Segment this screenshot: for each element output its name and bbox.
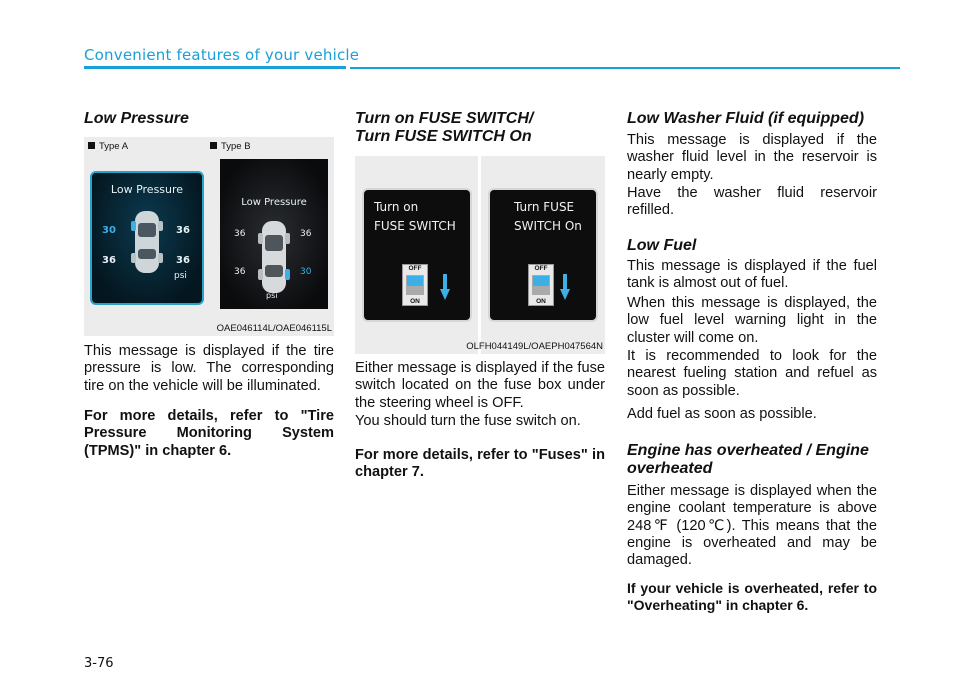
- fuse-switch-image: [355, 156, 605, 354]
- fuse-screen-b-text: Turn FUSE SWITCH On: [514, 200, 582, 233]
- arrow-down-icon: [440, 274, 450, 300]
- page-number: 3-76: [84, 656, 114, 671]
- tire-fl-value: 30: [102, 225, 116, 236]
- image-caption: OLFH044149L/OAEPH047564N: [466, 341, 603, 352]
- heading-low-washer-fluid: Low Washer Fluid (if equipped): [627, 110, 865, 127]
- pressure-unit: psi: [266, 291, 278, 300]
- arrow-down-icon: [560, 274, 570, 300]
- paragraph: This message is displayed if the tire pressure is low. The corresponding tire on the vehicle will be illuminated.: [84, 343, 334, 394]
- car-top-view-icon: [129, 209, 165, 275]
- paragraph: It is recommended to look for the nearest fueling station and refuel as soon as possible.: [627, 348, 877, 399]
- image-caption: OAE046114L/OAE046115L: [216, 323, 332, 334]
- car-top-view-icon: [256, 219, 292, 295]
- paragraph-reference: If your vehicle is overheated, refer to "Overheating" in chapter 6.: [627, 580, 877, 614]
- paragraph: This message is displayed if the washer fluid level in the reservoir is nearly empty.: [627, 132, 877, 183]
- tpms-screen-type-b: [220, 159, 328, 309]
- low-pressure-image: [84, 137, 334, 336]
- tire-fr-value: 36: [300, 229, 312, 239]
- paragraph: This message is displayed if the fuel tank is almost out of fuel.: [627, 258, 877, 292]
- fuse-screen-a-text: Turn on FUSE SWITCH: [374, 200, 456, 233]
- image-divider: [478, 156, 481, 354]
- tire-rl-value: 36: [102, 255, 116, 266]
- paragraph: Either message is displayed when the engine coolant temperature is above 248℉ (120℃). This means that the engine is overheated and may be damaged.: [627, 483, 877, 569]
- paragraph: You should turn the fuse switch on.: [355, 413, 581, 429]
- paragraph: Have the washer fluid reservoir refilled.: [627, 185, 877, 219]
- section-header-title: Convenient features of your vehicle: [84, 46, 360, 64]
- fuse-switch-graphic: OFF ON: [528, 264, 554, 306]
- tire-rr-value: 36: [176, 255, 190, 266]
- heading-fuse-switch: Turn on FUSE SWITCH/ Turn FUSE SWITCH On: [355, 110, 534, 145]
- paragraph: Either message is displayed if the fuse switch located on the fuse box under the steering wheel is OFF.: [355, 360, 605, 411]
- paragraph-reference: For more details, refer to "Fuses" in chapter 7.: [355, 447, 605, 481]
- pressure-unit: psi: [174, 271, 187, 281]
- fuse-switch-graphic: OFF ON: [402, 264, 428, 306]
- tire-rl-value: 36: [234, 267, 246, 277]
- tire-fr-value: 36: [176, 225, 190, 236]
- type-a-label: Type A: [88, 141, 128, 152]
- header-rule-right: [350, 67, 900, 69]
- fuse-screen-b: [488, 188, 598, 322]
- tpms-screen-type-a: [90, 171, 204, 305]
- heading-low-pressure: Low Pressure: [84, 110, 189, 127]
- tire-rr-value: 30: [300, 267, 312, 277]
- heading-low-fuel: Low Fuel: [627, 237, 697, 254]
- paragraph-reference: For more details, refer to "Tire Pressure Monitoring System (TPMS)" in chapter 6.: [84, 408, 334, 459]
- paragraph: When this message is displayed, the low fuel level warning light in the cluster will come on.: [627, 295, 877, 346]
- header-rule-left: [84, 66, 346, 69]
- screen-b-title: Low Pressure: [241, 197, 307, 208]
- fuse-screen-a: [362, 188, 472, 322]
- paragraph: Add fuel as soon as possible.: [627, 406, 817, 422]
- type-b-label: Type B: [210, 141, 251, 152]
- tire-fl-value: 36: [234, 229, 246, 239]
- screen-a-title: Low Pressure: [110, 183, 184, 196]
- heading-engine-overheated: Engine has overheated / Engine overheated: [627, 442, 869, 477]
